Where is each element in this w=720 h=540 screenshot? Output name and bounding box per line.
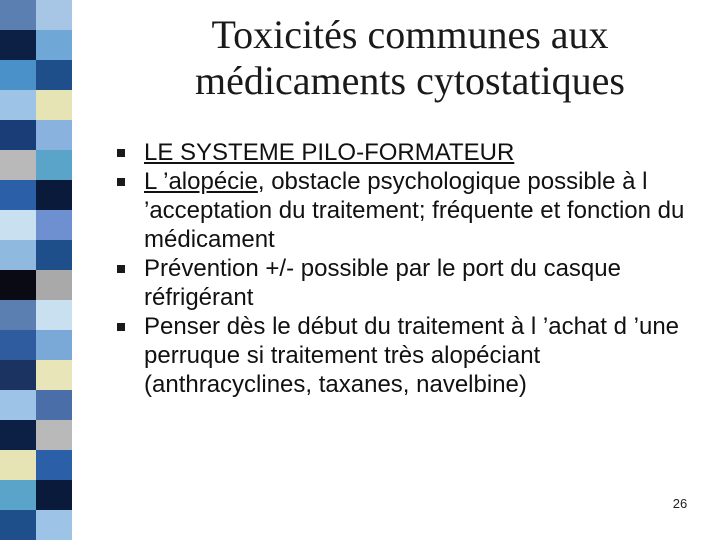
square-bullet-icon xyxy=(117,323,125,331)
bullet-text: Penser dès le début du traitement à l ’achat d ’une perruque si traitement très alopéciant (anthracyclines, taxanes, navelbine) xyxy=(144,313,680,398)
bullet-text: , obstacle psychologique possible à l ’acceptation du traitement; fréquente et fonction du médicament xyxy=(144,168,685,253)
square-bullet-icon xyxy=(117,265,125,273)
bullet-text: LE SYSTEME PILO-FORMATEUR xyxy=(144,139,515,166)
slide-title xyxy=(130,12,690,104)
decorative-color-stripe xyxy=(0,0,72,540)
title-line-2: médicaments cytostatiques xyxy=(195,58,625,103)
bullet-item xyxy=(114,138,704,167)
bullet-underlined-text: L ’alopécie xyxy=(144,168,258,195)
bullet-text: Prévention +/- possible par le port du casque réfrigérant xyxy=(144,255,621,311)
bullet-list xyxy=(114,138,704,399)
bullet-item xyxy=(114,312,704,399)
square-bullet-icon xyxy=(117,149,125,157)
page-number: 26 xyxy=(672,496,688,511)
title-line-1: Toxicités communes aux xyxy=(211,12,609,57)
square-bullet-icon xyxy=(117,178,125,186)
bullet-item xyxy=(114,167,704,254)
bullet-item xyxy=(114,254,704,312)
